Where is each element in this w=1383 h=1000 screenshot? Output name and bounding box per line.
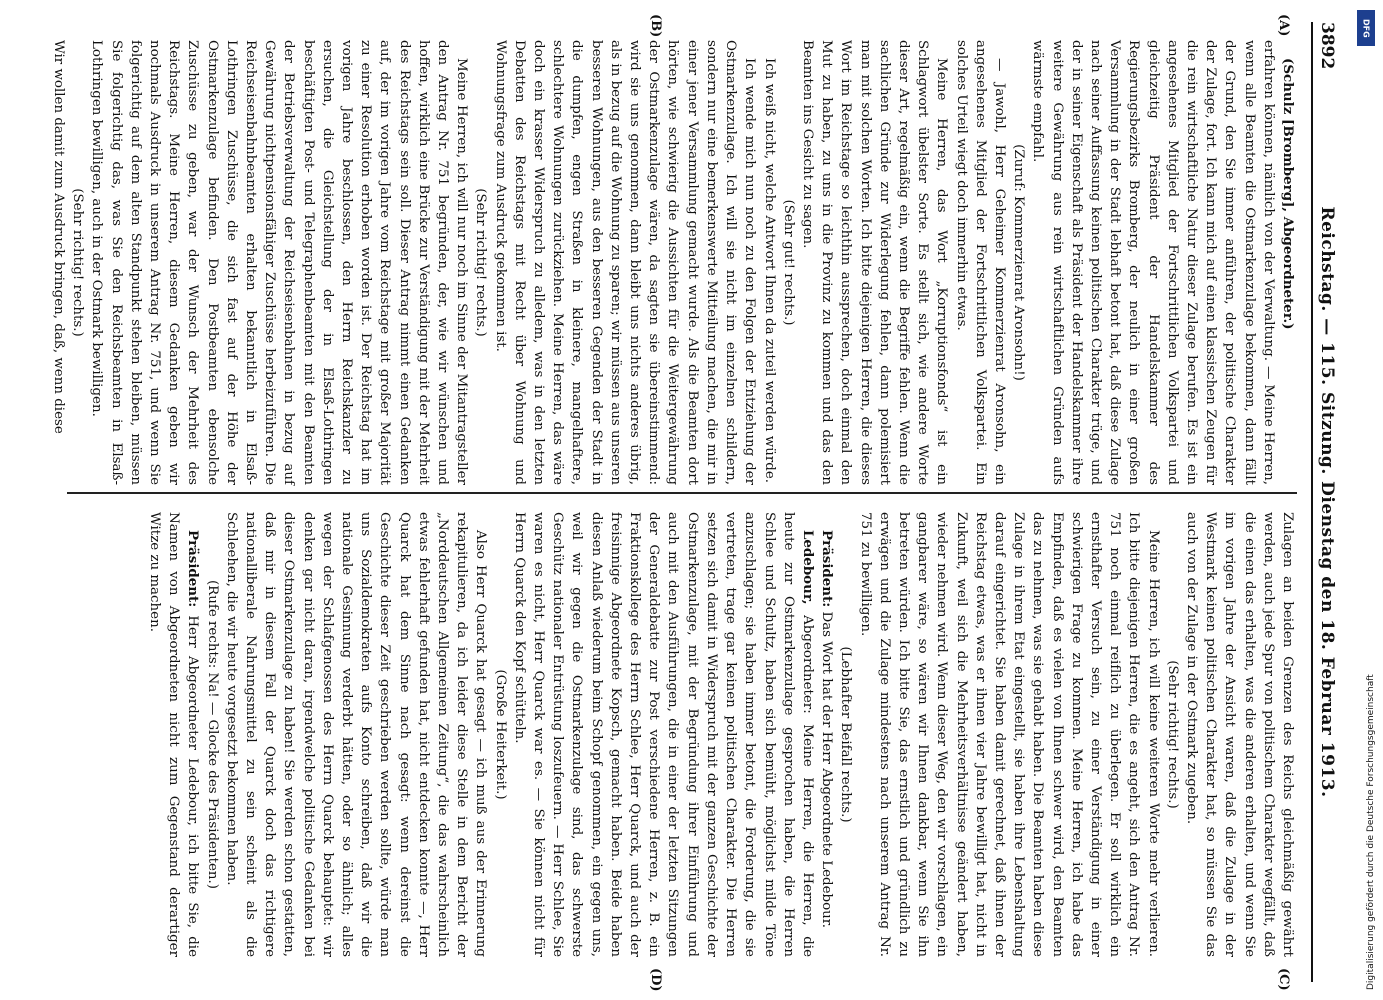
paragraph-text: (Große Heiterkeit.) bbox=[492, 669, 508, 800]
paragraph-text: (Sehr richtig! rechts.) bbox=[1164, 660, 1180, 809]
paragraph-text: Meine Herren, das Wort „Korruptionsfonds“ ist ein Schlagwort übelster Sorte. Es stellt sich, wie andere Worte dieser Art, regelmäßig ein, wenn die Begriffe fehlen. Wenn die sachlichen Gründe zur Widerlegung fehlen, dann polemisiert man mit solchen Worten. Ich bitte diejenigen Herren, die dieses Wort im Reichstage so leichthin aussprechen, doch einmal den Mut zu haben, zu uns in die Provinz zu kommen und das den Beamten ins Gesicht zu sagen. bbox=[799, 40, 950, 485]
right-column bbox=[77, 512, 1297, 957]
paragraph bbox=[1278, 40, 1297, 485]
paragraph-text: Herr Abgeordneter Ledebour, ich bitte Sie, die Namen von Abgeordneten nicht zum Gegenstand derartiger Witze zu machen. bbox=[147, 512, 201, 957]
paragraph bbox=[68, 40, 87, 485]
paragraph-text: Meine Herren, ich will keine weiteren Worte mehr verlieren. Ich bitte diejenigen Herren, die es angeht, sich den Antrag Nr. 751 noch einmal reiflich zu überlegen. Er soll wirklich ein ernsthafter Versuch sein, zu einer Verständigung in einer schwierigen Frage zu kommen. Meine Herren, ich habe das Empfinden, daß es vielen von Ihnen schwer wird, den Beamten das zu nehmen, was sie gehabt haben. Die Beamten haben diese Zulage in ihrem Etat eingestellt, sie haben ihre Lebenshaltung darauf eingerichtet. Sie haben damit gerechnet, daß ihnen der Reichstag etwas, was er ihnen vier Jahre bewilligt hat, nicht in Zukunft, weil sich die Mehrheitsverhältnisse geändert haben, wieder nehmen wird. Wenn dieser Weg, den wir vorschlagen, ein gangbarer wäre, so wären wir Ihnen dankbar, wenn Sie ihn betreten würden. Ich bitte Sie, das ernstlich und gründlich zu erwägen und die Zulage mindestens nach unserem Antrag Nr. 751 zu bewilligen. bbox=[857, 512, 1161, 957]
paragraph-text: Meine Herren, ich will nur noch im Sinne der Mitantragsteller den Antrag Nr. 751 begründen, der, wie wir wünschen und hoffen, wirklich eine Brücke zur Verständigung mit der Mehrheit des Reichstags sein soll. Dieser Antrag nimmt einen Gedanken auf, der im vorigen Jahre vom Reichstage mit großer Majorität zu einer Resolution erhoben worden ist. Der Reichstag hat im vorigen Jahre beschlossen, den Herrn Reichskanzler zu ersuchen, die Gleichstellung der in Elsaß-Lothringen beschäftigten Post- und Telegraphenbeamten mit den Beamten der Betriebsverwaltung der Reichseisenbahnen in bezug auf Gewährung nichtpensionsfähiger Zuschüsse herbeizuführen. Die Reichseisenbahnbeamten erhalten bekanntlich in Elsaß-Lothringen Zuschüsse, die sich fast auf der Höhe der Ostmarkenzulage befinden. Den Postbeamten ebensolche Zuschüsse zu geben, war der Wunsch der Mehrheit des Reichstags. Meine Herren, diesem Gedanken geben wir nochmals Ausdruck in unserem Antrag Nr. 751, und wenn Sie folgerichtig auf dem alten Standpunkt stehen bleiben, müssen Sie folgerichtig das, was Sie den Reichsbeamten in Elsaß-Lothringen bewilligen, auch in der Ostmark bewilligen. bbox=[89, 40, 470, 485]
paragraph-text: (Zuruf: Kommerzienrat Aronsohn!) bbox=[1011, 144, 1027, 381]
paragraph bbox=[1009, 40, 1028, 485]
paragraph-text: Ich weiß nicht, welche Antwort Ihnen da zuteil werden würde. bbox=[761, 58, 777, 484]
paragraph-text: (Sehr richtig! rechts.) bbox=[70, 188, 86, 337]
section-marker-a: (A) bbox=[1276, 14, 1291, 37]
speaker-name: Ledebour, bbox=[799, 530, 816, 605]
paragraph bbox=[779, 40, 798, 485]
paragraph bbox=[490, 40, 759, 485]
section-marker-b: (B) bbox=[648, 14, 663, 38]
paragraph bbox=[1163, 512, 1182, 957]
page-title: Reichstag. — 115. Sitzung. Dienstag den 18. Februar 1913. bbox=[1317, 206, 1337, 798]
paragraph bbox=[490, 512, 509, 957]
paragraph-text: (Rufe rechts: Na! — Glocke des Präsidenten.) bbox=[204, 579, 220, 890]
page-header bbox=[1311, 22, 1343, 982]
digitization-credit bbox=[1355, 10, 1377, 990]
paragraph bbox=[145, 512, 203, 957]
page-number: 3892 bbox=[1317, 22, 1337, 70]
paragraph-text: (Sehr gut! rechts.) bbox=[780, 199, 796, 326]
speaker-name: Präsident: bbox=[185, 530, 202, 608]
paragraph-text: Zulagen an beiden Grenzen des Reichs gleichmäßig gewährt werden, auch jede Spur von politischem Charakter wegfällt, daß die einen das erhalten, was die anderen erhalten, und wenn Sie im vorigen Jahre der Ansicht waren, daß die Zulage in der Westmark keinen politischen Charakter hat, so müssen Sie das auch von der Zulage in der Ostmark zugeben. bbox=[1183, 512, 1295, 957]
paragraph bbox=[951, 40, 1009, 485]
paragraph-text: Wir wollen damit zum Ausdruck bringen, daß, wenn diese bbox=[51, 40, 66, 434]
paragraph-text: Also Herr Quarck hat gesagt — ich muß aus der Erinnerung rekapitulieren, da ich leider diese Stelle in dem Bericht der „Norddeutschen Allgemeinen Zeitung“, die das wahrscheinlich etwas fehlerhaft gefunden hat, nicht entdecken konnte —, Herr Quarck hat dem Sinne nach gesagt: wenn dereinst die Geschichte dieser Zeit geschrieben werden sollte, würde man uns Sozialdemokraten aufs Konto schreiben, daß wir die nationale Gesinnung verderbt hätten, oder so ähnlich; alles wegen der Schlafgenossen des Herrn Quarck behauptet: wir denken gar nicht daran, irgendwelche politische Gedanken bei dieser Ostmarkenzulage zu haben! Sie werden schon gestatten, daß mir in diesem Fall der Quarck doch das richtigere nationalliberale Nahrungsmittel zu sein scheint als die Schleehen, die wir heute vorgesetzt bekommen haben. bbox=[223, 512, 489, 957]
paragraph bbox=[202, 512, 221, 957]
paragraph bbox=[759, 40, 778, 485]
paragraph bbox=[1028, 40, 1278, 485]
credit-text: Digitalisierung gefördert durch die Deutsche Forschungsgemeinschaft bbox=[1366, 674, 1376, 990]
paragraph bbox=[222, 512, 491, 957]
paragraph bbox=[49, 40, 68, 485]
section-marker-d: (D) bbox=[648, 968, 663, 992]
paragraph bbox=[471, 40, 490, 485]
paragraph bbox=[855, 512, 1162, 957]
dfg-logo-icon: DFG bbox=[1357, 10, 1375, 46]
paragraph bbox=[87, 40, 471, 485]
paragraph-text: Das Wort hat der Herr Abgeordnete Ledebour. bbox=[819, 611, 835, 928]
paragraph bbox=[798, 40, 952, 485]
paragraph bbox=[817, 512, 836, 957]
paragraph bbox=[836, 512, 855, 957]
column-divider bbox=[67, 492, 1297, 494]
paragraph-text: — Jawohl, Herr Geheimer Kommerzienrat Aronsohn, ein angesehenes Mitglied der Fortschrittlichen Volkspartei. Ein solches Urteil wiegt doch immerhin etwas. bbox=[953, 40, 1007, 485]
section-marker-c: (C) bbox=[1276, 968, 1291, 991]
paragraph-text: (Lebhafter Beifall rechts.) bbox=[838, 646, 854, 823]
paragraph-text: Abgeordneter: Meine Herren, die Herren, die heute zur Ostmarkenzulage gesprochen haben, die Herren Schlee und Schultz, haben sich bemüht, möglichst milde Töne anzuschlagen; sie haben immer betont, die Forderung, die sie vertreten, trage gar keinen politischen Charakter. Die Herren setzen sich damit in Widerspruch mit der ganzen Geschichte der Ostmarkenzulage, mit der Begründung ihrer Einführung und auch mit den Ausführungen, die in einer der letzten Sitzungen der Generaldebatte zur Post verschiedene Herren, z. B. ein Fraktionskollege des Herrn Schlee, Herr Quarck, und auch der freisinnige Abgeordnete Kopsch, gemacht haben. Beide haben diesen Anlaß wiederum beim Schopf genommen, ein gegen uns, weil wir gegen die Ostmarkenzulage sind, das schwerste Geschütz nationaler Entrüstung loszufeuern. — Herr Schlee, Sie waren es nicht, Herr Quarck war es. — Sie können nicht für Herrn Quarck den Kopf schütteln. bbox=[511, 512, 815, 957]
paragraph-text: (Sehr richtig! rechts.) bbox=[473, 188, 489, 337]
paragraph bbox=[1182, 512, 1297, 957]
paragraph bbox=[510, 512, 817, 957]
left-column bbox=[51, 40, 1297, 485]
speaker-name: (Schulz [Bromberg], Abgeordneter.) bbox=[1280, 58, 1296, 330]
paragraph-text: Ich wende mich nun noch zu den Folgen der Entziehung der Ostmarkenzulage. Ich will sie nicht im einzelnen schildern, sondern nur eine bemerkenswerte Mitteilung machen, die mir in einer jener Versammlung gemacht wurde. Als die Beamten dort hörten, wie schwierig die Aussichten für die Weitergewährung der Ostmarkenzulage wären, da sagten sie übereinstimmend: wird sie uns genommen, dann bleibt uns nichts anderes übrig, als in bezug auf die Wohnung zu sparen; wir müssen aus unseren besseren Wohnungen, aus den besseren Gegenden der Stadt in die dumpfen, engen Straßen in kleinere, mangelhaftere, schlechtere Wohnungen zurückziehen. Meine Herren, das wäre doch ein krasser Widerspruch zu alledem, was in den letzten Debatten des Reichstags mit Recht über Wohnung und Wohnungsfrage zum Ausdruck gekommen ist. bbox=[492, 40, 758, 485]
paragraph-text: erfahren können, nämlich von der Verwaltung. — Meine Herren, wenn alle Beamten die Ostmarkenzulage bekommen, dann fällt der Grund, den Sie immer anführen, der politische Charakter der Zulage, fort. Ich kann mich auf einen klassischen Zeugen für die rein wirtschaftliche Natur dieser Zulage berufen. Es ist ein angesehenes Mitglied der Fortschrittlichen Volkspartei und gleichzeitig Präsident der Handelskammer des Regierungsbezirks Bromberg, der neulich in einer großen Versammlung in der Stadt lebhaft betont hat, daß diese Zulage nach seiner Auffassung keinen politischen Charakter trüge, und der in seiner Eigenschaft als Präsident der Handelskammer ihre weitere Gewährung aus rein wirtschaftlichen Gründen aufs wärmste empfahl. bbox=[1030, 40, 1276, 485]
speaker-name: Präsident: bbox=[819, 530, 836, 608]
